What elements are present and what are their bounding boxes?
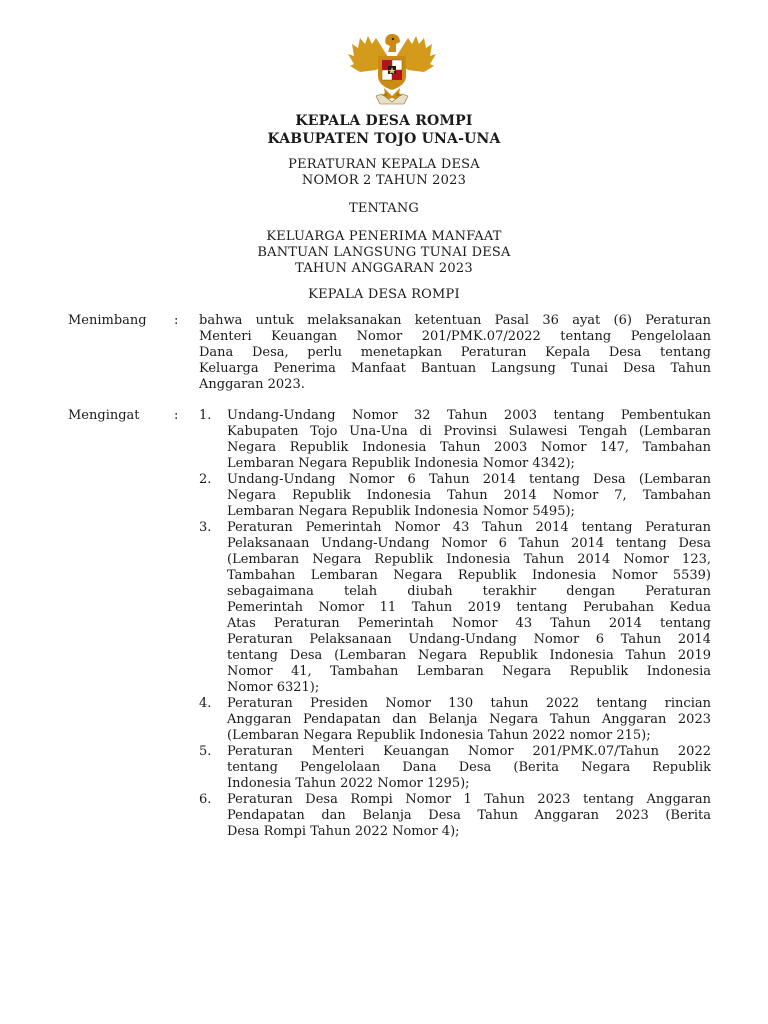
list-item-line: Peraturan Menteri Keuangan Nomor 201/PMK.07/Tahun 2022 [227, 744, 711, 759]
mengingat-label: Mengingat [68, 408, 140, 423]
regulation-type: PERATURAN KEPALA DESA [288, 157, 480, 172]
list-item-line: Negara Republik Indonesia Tahun 2014 Nomor 7, Tambahan [227, 488, 711, 503]
menimbang-section [0, 313, 768, 397]
issuer-title: KEPALA DESA ROMPI [308, 287, 460, 302]
menimbang-text [199, 313, 711, 393]
menimbang-line: Anggaran 2023. [199, 377, 305, 392]
list-item-line: Peraturan Presiden Nomor 130 tahun 2022 tentang rincian [227, 696, 711, 711]
menimbang-colon: : [174, 313, 179, 328]
list-item-line: Peraturan Pemerintah Nomor 43 Tahun 2014 tentang Peraturan [227, 520, 711, 535]
list-item-number: 5. [199, 744, 212, 759]
mengingat-list [199, 408, 711, 840]
list-item-line: Lembaran Negara Republik Indonesia Nomor 5495); [227, 504, 575, 519]
list-item-line: sebagaimana telah diubah terakhir dengan Peraturan [227, 584, 711, 599]
list-item-line: (Lembaran Negara Republik Indonesia Tahun 2022 nomor 215); [227, 728, 651, 743]
menimbang-line: bahwa untuk melaksanakan ketentuan Pasal 36 ayat (6) Peraturan [199, 313, 711, 328]
mengingat-section [0, 408, 768, 848]
list-item-number: 4. [199, 696, 212, 711]
list-item [199, 520, 711, 696]
list-item-line: Pelaksanaan Undang-Undang Nomor 6 Tahun 2014 tentang Desa [227, 536, 711, 551]
list-item-text [227, 472, 711, 520]
list-item-line: Undang-Undang Nomor 32 Tahun 2003 tentang Pembentukan [227, 408, 711, 423]
issuer-signoff [0, 287, 768, 303]
list-item-line: Anggaran Pendapatan dan Belanja Negara Tahun Anggaran 2023 [227, 712, 711, 727]
list-item-text [227, 744, 711, 792]
list-item-line: tentang Pengelolaan Dana Desa (Berita Negara Republik [227, 760, 711, 775]
list-item-number: 6. [199, 792, 212, 807]
about-text: TENTANG [348, 201, 420, 216]
about-label [0, 201, 768, 217]
list-item-text [227, 408, 711, 472]
menimbang-line: Dana Desa, perlu menetapkan Peraturan Kepala Desa tentang [199, 345, 711, 360]
list-item-line: Negara Republik Indonesia Tahun 2003 Nomor 147, Tambahan [227, 440, 711, 455]
menimbang-line: Keluarga Penerima Manfaat Bantuan Langsung Tunai Desa Tahun [199, 361, 711, 376]
list-item-line: Desa Rompi Tahun 2022 Nomor 4); [227, 824, 460, 839]
list-item-line: (Lembaran Negara Republik Indonesia Tahun 2014 Nomor 123, [227, 552, 711, 567]
regulation-subject [0, 229, 768, 277]
list-item-line: Undang-Undang Nomor 6 Tahun 2014 tentang Desa (Lembaran [227, 472, 711, 487]
list-item [199, 744, 711, 792]
garuda-emblem-icon [346, 30, 438, 110]
regulation-heading [0, 157, 768, 189]
list-item [199, 696, 711, 744]
list-item-line: Atas Peraturan Pemerintah Nomor 43 Tahun 2014 tentang [227, 616, 711, 631]
list-item-line: Pemerintah Nomor 11 Tahun 2019 tentang Perubahan Kedua [227, 600, 711, 615]
list-item-number: 3. [199, 520, 212, 535]
list-item-line: Lembaran Negara Republik Indonesia Nomor 4342); [227, 456, 575, 471]
list-item-line: Peraturan Desa Rompi Nomor 1 Tahun 2023 tentang Anggaran [227, 792, 711, 807]
list-item-number: 2. [199, 472, 212, 487]
list-item-line: Pendapatan dan Belanja Desa Tahun Anggaran 2023 (Berita [227, 808, 711, 823]
list-item [199, 408, 711, 472]
list-item-line: tentang Desa (Lembaran Negara Republik Indonesia Tahun 2019 [227, 648, 711, 663]
regency-name: KABUPATEN TOJO UNA-UNA [267, 131, 501, 147]
menimbang-label: Menimbang [68, 313, 147, 328]
list-item-line: Nomor 41, Tambahan Lembaran Negara Republik Indonesia [227, 664, 711, 679]
subject-line-2: BANTUAN LANGSUNG TUNAI DESA [257, 245, 511, 260]
list-item-number: 1. [199, 408, 212, 423]
list-item-line: Tambahan Lembaran Negara Republik Indonesia Nomor 5539) [227, 568, 711, 583]
subject-line-3: TAHUN ANGGARAN 2023 [295, 261, 473, 276]
list-item-line: Indonesia Tahun 2022 Nomor 1295); [227, 776, 470, 791]
list-item [199, 792, 711, 840]
list-item-text [227, 696, 711, 744]
issuer-header [0, 112, 768, 148]
issuer-name: KEPALA DESA ROMPI [295, 113, 473, 129]
list-item-line: Kabupaten Tojo Una-Una di Provinsi Sulawesi Tengah (Lembaran [227, 424, 711, 439]
menimbang-line: Menteri Keuangan Nomor 201/PMK.07/2022 tentang Pengelolaan [199, 329, 711, 344]
mengingat-colon: : [174, 408, 179, 423]
list-item-text [227, 792, 711, 840]
regulation-number: NOMOR 2 TAHUN 2023 [301, 173, 467, 188]
list-item-line: Nomor 6321); [227, 680, 320, 695]
list-item-text [227, 520, 711, 696]
subject-line-1: KELUARGA PENERIMA MANFAAT [266, 229, 502, 244]
list-item [199, 472, 711, 520]
list-item-line: Peraturan Pelaksanaan Undang-Undang Nomor 6 Tahun 2014 [227, 632, 711, 647]
